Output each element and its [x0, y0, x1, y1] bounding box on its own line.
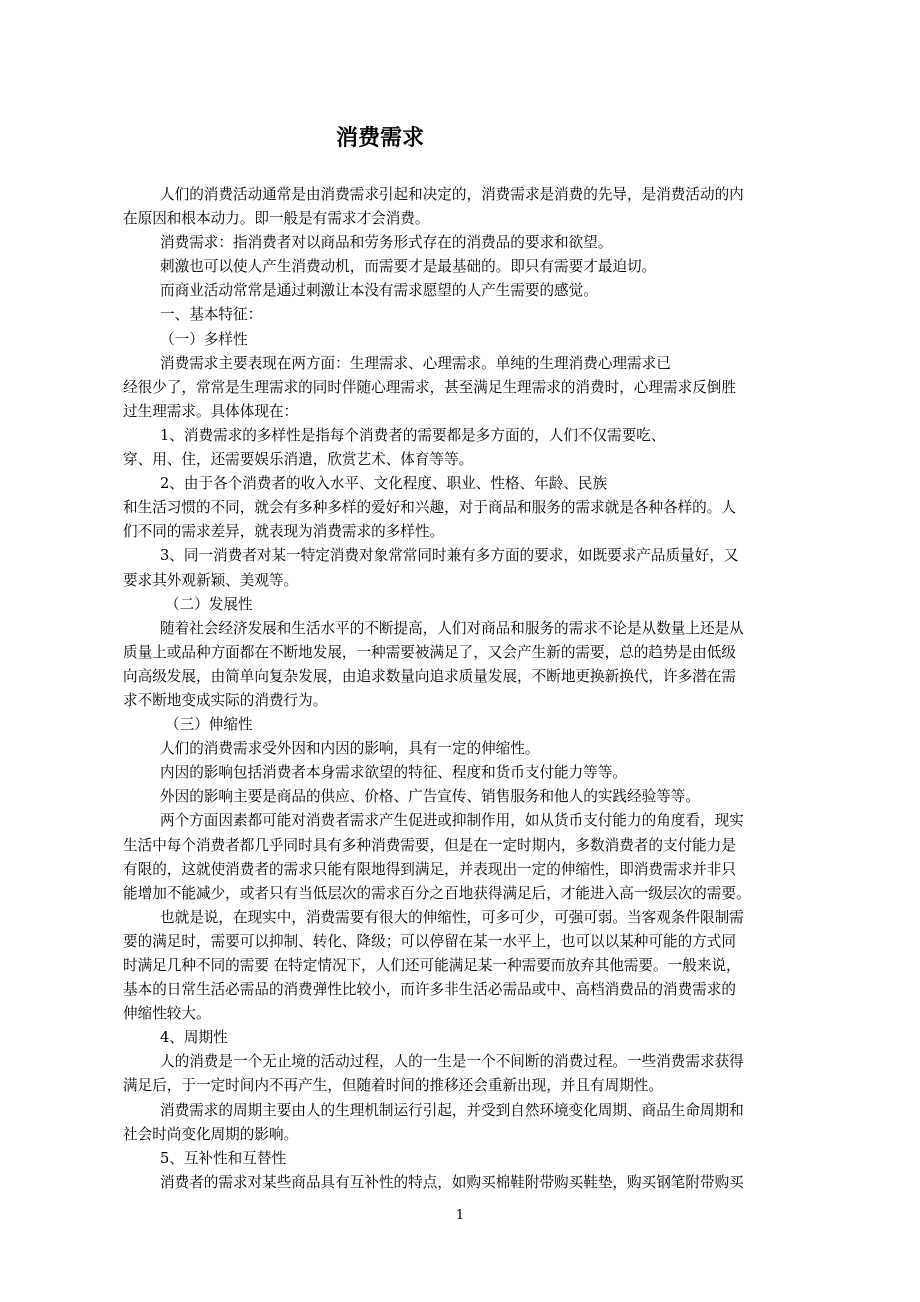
- paragraph-line: 外因的影响主要是商品的供应、价格、广告宣传、销售服务和他人的实践经验等等。: [160, 788, 700, 806]
- paragraph-line: 要的满足时，需要可以抑制、转化、降级；可以停留在某一水平上，也可以以某种可能的方式同: [123, 932, 736, 950]
- paragraph-line: 消费需求：指消费者对以商品和劳务形式存在的消费品的要求和欲望。: [160, 234, 613, 252]
- paragraph-line: 也就是说，在现实中，消费需要有很大的伸缩性，可多可少，可强可弱。当客观条件限制需: [160, 908, 744, 926]
- paragraph-line: 能增加不能减少，或者只有当低层次的需求百分之百地获得满足后，才能进入高一级层次的需要。: [123, 884, 751, 902]
- paragraph-line: 3、同一消费者对某一特定消费对象常常同时兼有多方面的要求，如既要求产品质量好，又: [160, 547, 739, 565]
- paragraph-line: 生活中每个消费者都几乎同时具有多种消费需要，但是在一定时期内，多数消费者的支付能力是: [123, 836, 736, 854]
- paragraph-line: 向高级发展，由简单向复杂发展，由追求数量向追求质量发展，不断地更换新换代，许多潜在需: [123, 667, 736, 685]
- paragraph-line: 满足后，于一定时间内不再产生，但随着时间的推移还会重新出现，并且有周期性。: [123, 1077, 663, 1095]
- paragraph-line: 有限的，这就使消费者的需求只能有限地得到满足，并表现出一定的伸缩性，即消费需求并非只: [123, 860, 736, 878]
- paragraph-line: 质量上或品种方面都在不断地发展，一种需要被满足了，又会产生新的需要，总的趋势是由低级: [123, 643, 736, 661]
- paragraph-line: 两个方面因素都可能对消费者需求产生促进或抑制作用，如从货币支付能力的角度看，现实: [160, 812, 744, 830]
- paragraph-line: 5、互补性和互替性: [160, 1149, 287, 1167]
- paragraph-line: 们不同的需求差异，就表现为消费需求的多样性。: [123, 523, 445, 541]
- paragraph-line: 基本的日常生活必需品的消费弹性比较小，而许多非生活必需品或中、高档消费品的消费需求的: [123, 981, 736, 999]
- document-title: 消费需求: [335, 126, 424, 151]
- paragraph-line: 1、消费需求的多样性是指每个消费者的需要都是多方面的，人们不仅需要吃、: [160, 426, 666, 444]
- paragraph-line: 在原因和根本动力。即一般是有需求才会消费。: [123, 210, 430, 228]
- paragraph-line: 而商业活动常常是通过刺激让本没有需求愿望的人产生需要的感觉。: [160, 282, 598, 300]
- paragraph-line: 求不断地变成实际的消费行为。: [123, 691, 328, 709]
- paragraph-line: 内因的影响包括消费者本身需求欲望的特征、程度和货币支付能力等等。: [160, 764, 628, 782]
- paragraph-line: 人们的消费需求受外因和内因的影响，具有一定的伸缩性。: [160, 740, 540, 758]
- paragraph-line: 消费者的需求对某些商品具有互补性的特点，如购买棉鞋附带购买鞋垫，购买钢笔附带购买: [160, 1173, 744, 1191]
- paragraph-line: 4、周期性: [160, 1029, 228, 1047]
- paragraph-line: 消费需求的周期主要由人的生理机制运行引起，并受到自然环境变化周期、商品生命周期和: [160, 1101, 744, 1119]
- paragraph-line: 社会时尚变化周期的影响。: [123, 1125, 299, 1143]
- paragraph-line: （三）伸缩性: [165, 716, 253, 734]
- paragraph-line: 经很少了，常常是生理需求的同时伴随心理需求，甚至满足生理需求的消费时，心理需求反倒胜: [123, 378, 736, 396]
- paragraph-line: 2、由于各个消费者的收入水平、文化程度、职业、性格、年龄、民族: [160, 475, 608, 493]
- page-number: 1: [455, 1208, 465, 1223]
- paragraph-line: 和生活习惯的不同，就会有多种多样的爱好和兴趣，对于商品和服务的需求就是各种各样的。人: [123, 499, 736, 517]
- paragraph-line: 过生理需求。具体体现在：: [123, 402, 299, 420]
- paragraph-line: 一、基本特征：: [160, 306, 263, 324]
- document-body: [123, 183, 803, 1195]
- paragraph-line: 刺激也可以使人产生消费动机，而需要才是最基础的。即只有需要才最迫切。: [160, 258, 657, 276]
- paragraph-line: （二）发展性: [165, 595, 253, 613]
- paragraph-line: 伸缩性较大。: [123, 1005, 211, 1023]
- paragraph-line: 人的消费是一个无止境的活动过程，人的一生是一个不间断的消费过程。一些消费需求获得: [160, 1053, 744, 1071]
- paragraph-line: 穿、用、住，还需要娱乐消遣，欣赏艺术、体育等等。: [123, 451, 474, 469]
- paragraph-line: 消费需求主要表现在两方面：生理需求、心理需求。单纯的生理消费心理需求已: [160, 354, 671, 372]
- paragraph-line: 随着社会经济发展和生活水平的不断提高，人们对商品和服务的需求不论是从数量上还是从: [160, 619, 744, 637]
- paragraph-line: （一）多样性: [160, 330, 248, 348]
- paragraph-line: 要求其外观新颖、美观等。: [123, 571, 299, 589]
- paragraph-line: 时满足几种不同的需要 在特定情况下，人们还可能满足某一种需要而放弃其他需要。一般来说，: [123, 957, 741, 974]
- paragraph-line: 人们的消费活动通常是由消费需求引起和决定的，消费需求是消费的先导，是消费活动的内: [160, 186, 744, 203]
